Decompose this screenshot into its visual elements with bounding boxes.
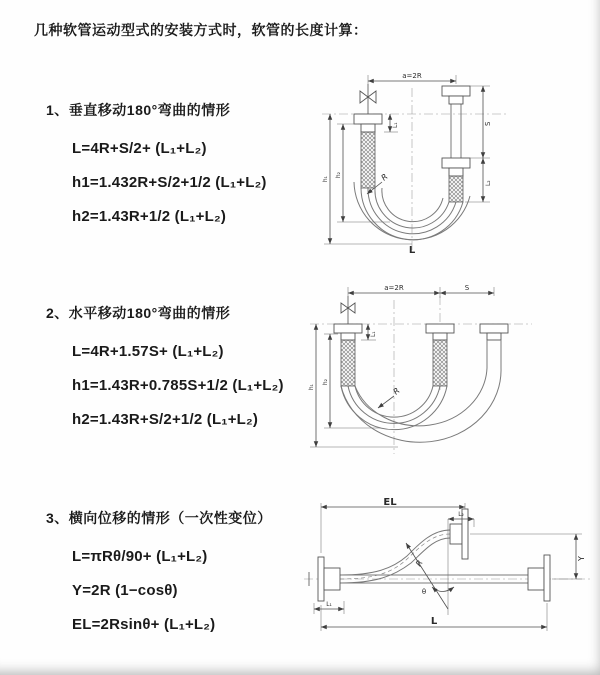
flange <box>354 114 382 124</box>
dim-label-fitting-left: L₁ <box>326 602 332 608</box>
braided-hose-section <box>341 340 355 386</box>
dim-label-fitting-right: L₂ <box>458 512 464 518</box>
radius-callout <box>406 543 448 609</box>
formula-line: L=πRθ/90+ (L₁+L₂) <box>72 548 208 565</box>
dim-label-h2: h₂ <box>323 379 329 385</box>
formula-line: h1=1.43R+0.785S+1/2 (L₁+L₂) <box>72 377 284 394</box>
dim-label-radius: R <box>391 386 402 397</box>
formula-line: EL=2Rsinθ+ (L₁+L₂) <box>72 616 216 633</box>
section-heading: 1、垂直移动180°弯曲的情形 <box>46 102 231 118</box>
flange <box>480 324 508 333</box>
dimension-total-length <box>321 603 547 631</box>
dimension-EL <box>321 497 465 553</box>
dimension-fitting-left <box>314 601 344 614</box>
formula-line: L=4R+1.57S+ (L₁+L₂) <box>72 343 224 360</box>
hose-centerline <box>340 534 450 579</box>
dim-label-angle: θ <box>421 588 427 596</box>
formula-line: h2=1.43R+1/2 (L₁+L₂) <box>72 208 227 225</box>
dim-label-h1: h₁ <box>309 384 315 390</box>
dim-label-Y: Y <box>577 556 586 561</box>
flange <box>426 324 454 333</box>
flange <box>442 86 470 96</box>
flange <box>449 96 463 104</box>
dim-label-travel: S <box>464 284 470 292</box>
dimension-travel-S <box>470 86 492 158</box>
section-heading: 3、横向位移的情形（一次性变位） <box>46 510 272 526</box>
flange <box>361 124 375 132</box>
section-heading: 2、水平移动180°弯曲的情形 <box>46 305 231 321</box>
right-pipe-end <box>480 324 508 368</box>
angle-callout <box>422 587 454 596</box>
dim-label-fitting-left: L₁ <box>393 122 399 128</box>
dim-label-EL: EL <box>383 497 397 508</box>
formula-line: h2=1.43R+S/2+1/2 (L₁+L₂) <box>72 411 259 428</box>
flange <box>487 333 501 340</box>
braided-hose-section <box>433 340 447 386</box>
flange <box>341 333 355 340</box>
diagram-horizontal-180-bend <box>306 282 596 465</box>
dim-label-h2: h₂ <box>336 172 342 178</box>
dimension-fitting-left <box>361 324 377 340</box>
radius-callout <box>378 386 402 408</box>
dim-label-total-length: L <box>408 245 416 256</box>
dim-label-radius: R <box>379 172 390 183</box>
flange <box>449 168 463 176</box>
right-flange <box>528 555 550 601</box>
hose-u-bend <box>341 368 501 442</box>
dim-label-total-length: L <box>430 616 438 627</box>
flange <box>334 324 362 333</box>
dimension-travel-S <box>440 284 494 293</box>
dim-label-fitting-right: L₂ <box>486 180 492 186</box>
formula-line: L=4R+S/2+ (L₁+L₂) <box>72 140 207 157</box>
dim-label-radius: R <box>414 558 425 569</box>
dimension-span <box>348 284 494 298</box>
flange <box>433 333 447 340</box>
braided-hose-section <box>361 132 375 188</box>
flange <box>442 158 470 168</box>
dim-label-h1: h₁ <box>323 176 329 182</box>
middle-pipe-end <box>426 324 454 386</box>
dim-label-span: a=2R <box>402 72 422 80</box>
formula-line: h1=1.432R+S/2+1/2 (L₁+L₂) <box>72 174 267 191</box>
section-lateral-offset <box>46 508 316 642</box>
section-vertical-travel <box>46 100 316 234</box>
dimension-fitting-left <box>384 114 399 132</box>
dim-label-fitting-left: L₁ <box>371 331 377 337</box>
dim-label-span: a=2R <box>384 284 404 292</box>
diagram-vertical-180-bend <box>310 70 588 260</box>
page-title: 几种软管运动型式的安装方式时，软管的长度计算： <box>34 22 368 38</box>
dim-label-travel: S <box>484 121 492 126</box>
section-horizontal-travel <box>46 303 316 437</box>
left-pipe-end <box>354 84 382 188</box>
formula-line: Y=2R (1−cosθ) <box>72 582 178 599</box>
dimension-span <box>368 72 456 86</box>
left-flange <box>318 557 340 601</box>
right-pipe-end <box>442 86 470 202</box>
braided-hose-section <box>449 176 463 202</box>
diagram-lateral-offset <box>300 497 595 652</box>
left-pipe-end <box>334 296 362 386</box>
